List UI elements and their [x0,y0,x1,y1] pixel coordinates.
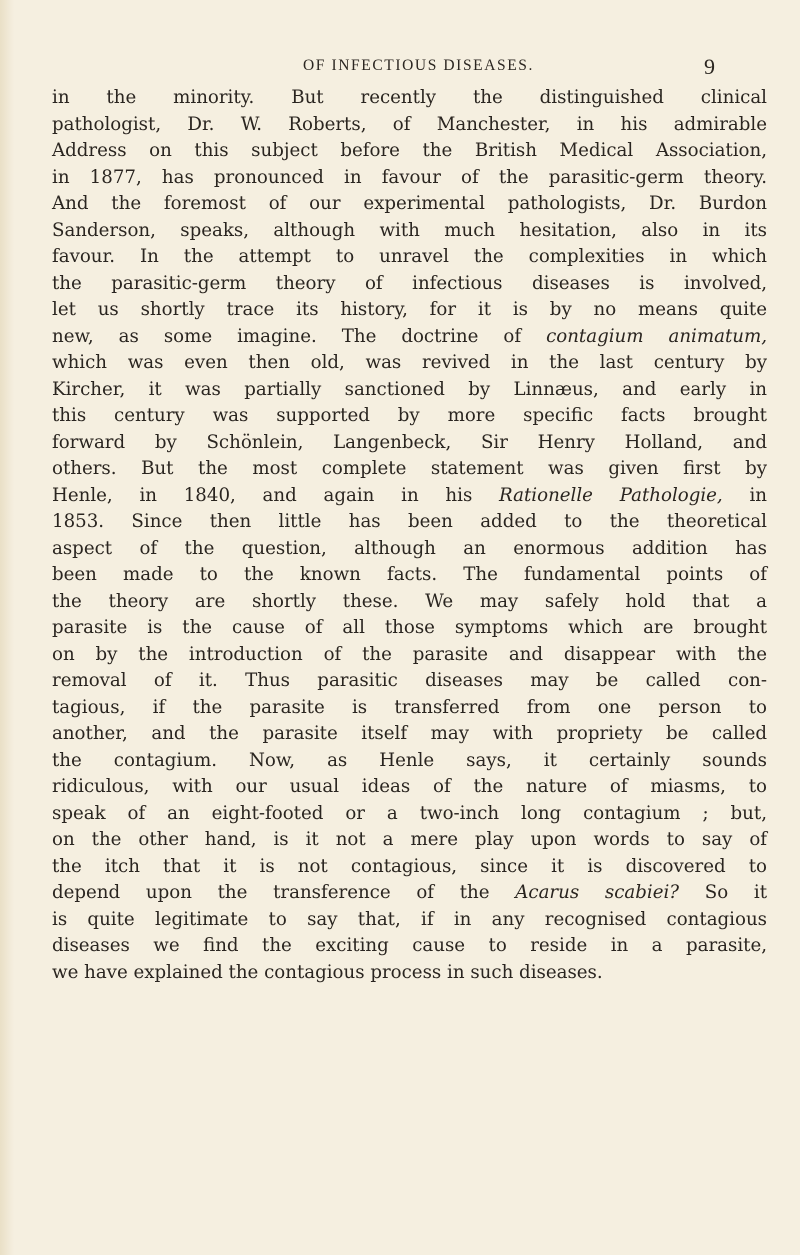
text-run: Kircher, it was partially sanctioned by Linnæus, and early in [52,378,767,400]
text-line [52,509,767,536]
text-run: Address on this subject before the British Medical Association, [52,140,767,161]
text-line [52,218,767,245]
text-run: parasite is the cause of all those symptoms which are brought [52,617,767,638]
text-line [52,774,767,801]
text-line [52,165,767,192]
text-line [52,536,767,563]
text-line [52,324,767,351]
italic-text: Acarus scabiei? [515,882,680,903]
text-run: been made to the known facts. The fundamental points of [52,564,767,585]
text-run: the contagium. Now, as Henle says, it certainly sounds [52,749,767,771]
text-run: others. But the most complete statement was given first by [52,458,767,479]
text-run: Henle, in 1840, and again in his [52,484,500,506]
text-run: this century was supported by more specific facts brought [52,405,767,426]
text-run: the itch that it is not contagious, since it is discovered to [52,855,767,877]
text-run: forward by Schönlein, Langenbeck, Sir Henry Holland, and [52,431,767,453]
italic-text: Rationelle Pathologie, [499,484,723,506]
text-line [52,748,767,775]
text-line [52,801,767,828]
text-run: 1853. Since then little has been added to the theoretical [52,511,767,532]
text-line [52,350,767,377]
page-number: 9 [704,54,715,79]
text-line [52,880,767,907]
body-paragraph [52,85,767,986]
text-line [52,721,767,748]
text-run: diseases we find the exciting cause to reside in a parasite, [52,935,767,956]
text-run: we have explained the contagious process in such diseases. [52,961,603,983]
text-run: So it [679,882,767,903]
text-line [52,430,767,457]
running-head [0,54,800,81]
italic-text: contagium animatum, [546,325,768,347]
text-run: in the minority. But recently the distinguished clinical [52,87,767,108]
text-run: let us shortly trace its history, for it is by no means quite [52,299,767,320]
text-run: on the other hand, is it not a mere play upon words to say of [52,829,767,850]
text-line [52,642,767,669]
text-line [52,695,767,722]
text-line [52,138,767,165]
text-run: aspect of the question, although an enormous addition has [52,537,767,559]
text-line [52,589,767,616]
text-run: ridiculous, with our usual ideas of the nature of miasms, to [52,776,767,797]
text-line [52,244,767,271]
text-run: in 1877, has pronounced in favour of the parasitic-germ theory. [52,166,767,188]
text-line [52,483,767,510]
text-line [52,562,767,589]
text-run: depend upon the transference of the [52,882,516,903]
text-line [52,615,767,642]
text-run: the parasitic-germ theory of infectious diseases is involved, [52,272,767,294]
text-line [52,668,767,695]
text-line [52,403,767,430]
text-line [52,456,767,483]
text-line [52,907,767,934]
running-title: OF INFECTIOUS DISEASES. [303,57,535,74]
text-line [52,933,767,960]
text-run: speak of an eight-footed or a two-inch long contagium ; but, [52,802,767,824]
text-line [52,854,767,881]
text-run: Sanderson, speaks, although with much hesitation, also in its [52,219,767,241]
text-run: on by the introduction of the parasite and disappear with the [52,643,767,665]
text-line [52,85,767,112]
text-run: new, as some imagine. The doctrine of [52,325,547,347]
text-run: removal of it. Thus parasitic diseases may be called con- [52,670,767,691]
text-line [52,960,767,987]
text-line [52,191,767,218]
text-run: pathologist, Dr. W. Roberts, of Manchester, in his admirable [52,113,767,135]
text-run: And the foremost of our experimental pathologists, Dr. Burdon [52,193,767,214]
text-line [52,827,767,854]
text-run: favour. In the attempt to unravel the complexities in which [52,246,767,267]
text-line [52,297,767,324]
page-gutter-shadow [0,0,14,1255]
text-run: in [722,484,768,506]
text-run: is quite legitimate to say that, if in any recognised contagious [52,908,767,930]
text-run: another, and the parasite itself may with propriety be called [52,723,767,744]
text-run: tagious, if the parasite is transferred from one person to [52,696,767,718]
text-line [52,377,767,404]
text-line [52,271,767,298]
text-line [52,112,767,139]
text-run: which was even then old, was revived in the last century by [52,352,767,373]
text-run: the theory are shortly these. We may safely hold that a [52,590,767,612]
